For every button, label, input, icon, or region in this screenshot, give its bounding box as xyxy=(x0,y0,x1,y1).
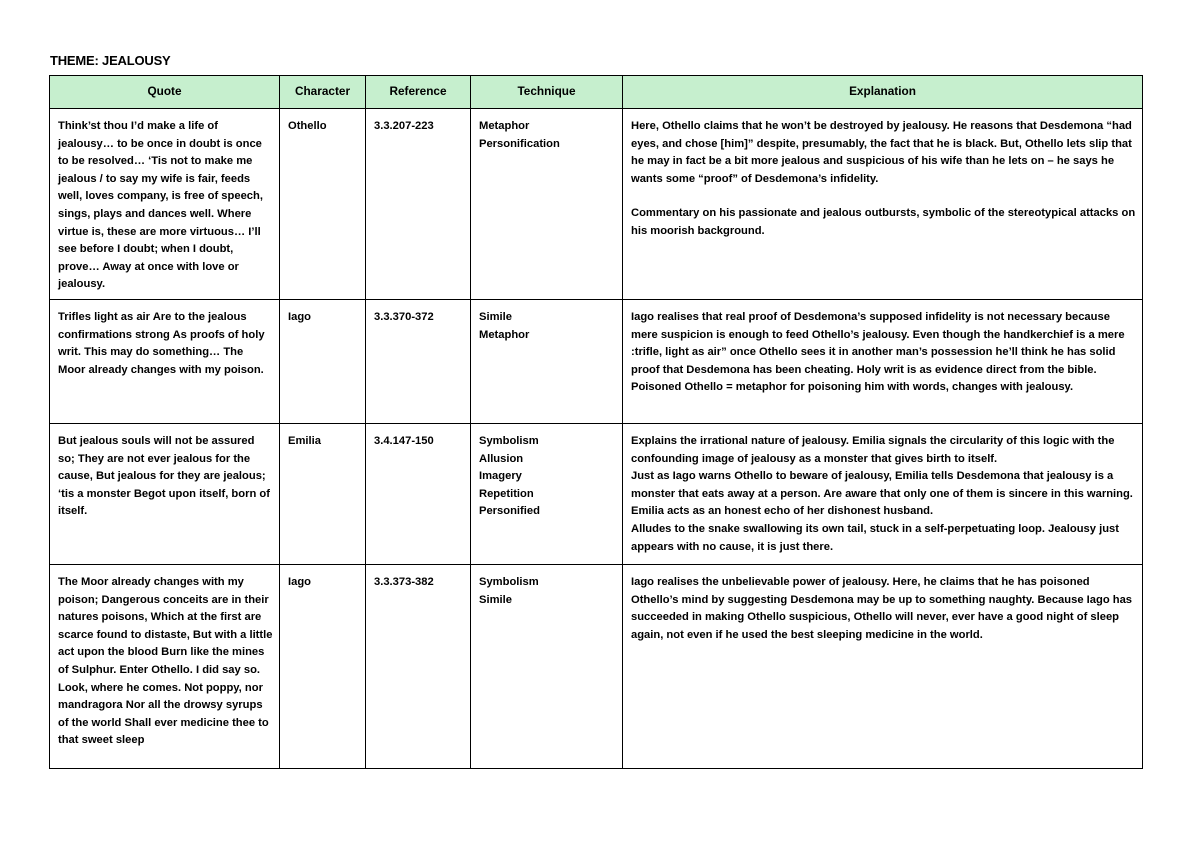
table-row xyxy=(50,109,1143,300)
explanation-paragraph: Iago realises the unbelievable power of jealousy. Here, he claims that he has poisoned Othello’s mind by suggesting Desdemona may be up to something naughty. Because Iago has succeeded in making Othello suspicious, Othello will never, ever have a good night of sleep again, not even if he used the best sleeping medicine in the world. xyxy=(631,575,1133,641)
explanation-cell xyxy=(623,423,1143,564)
reference-cell: 3.3.370-372 xyxy=(366,299,471,423)
technique-item: Metaphor xyxy=(479,328,530,341)
technique-item: Simile xyxy=(479,310,512,323)
table-row xyxy=(50,423,1143,564)
technique-item: Symbolism xyxy=(479,434,539,447)
explanation-paragraph: Here, Othello claims that he won’t be destroyed by jealousy. He reasons that Desdemona “had eyes, and chose [him]” despite, presumably, the fact that he is black. But, Othello lets slip that he may in fact be a bit more jealous and suspicious of his wife than he lets on – he says he wants some “proof” of Desdemona’s infidelity. xyxy=(631,120,1132,185)
table-row xyxy=(50,299,1143,423)
explanation-cell xyxy=(623,564,1143,768)
header-technique: Technique xyxy=(471,76,623,109)
header-reference: Reference xyxy=(366,76,471,109)
paragraph-gap xyxy=(631,188,1136,205)
page-title: THEME: JEALOUSY xyxy=(50,53,171,68)
reference-cell: 3.4.147-150 xyxy=(366,423,471,564)
technique-item: Simile xyxy=(479,593,512,606)
character-cell: Othello xyxy=(280,109,366,300)
header-explanation: Explanation xyxy=(623,76,1143,109)
reference-cell: 3.3.207-223 xyxy=(366,109,471,300)
technique-item: Imagery xyxy=(479,470,522,483)
technique-item: Symbolism xyxy=(479,575,539,588)
table-header-row xyxy=(50,76,1143,109)
quote-cell: Trifles light as air Are to the jealous confirmations strong As proofs of holy writ. This may do something… The Moor already changes with my poison. xyxy=(50,299,280,423)
quote-cell: But jealous souls will not be assured so; They are not ever jealous for the cause, But jealous for they are jealous; ‘tis a monster Begot upon itself, born of itself. xyxy=(50,423,280,564)
quote-cell: Think’st thou I’d make a life of jealousy… to be once in doubt is once to be resolved… ‘Tis not to make me jealous / to say my wife is fair, feeds well, loves company, is free of speech, sings, plays and dances well. Where virtue is, these are more virtuous… I’ll see before I doubt; when I doubt, prove… Away at once with love or jealousy. xyxy=(50,109,280,300)
explanation-cell xyxy=(623,109,1143,300)
quote-cell: The Moor already changes with my poison; Dangerous conceits are in their natures poisons, Which at the first are scarce found to distaste, But with a little act upon the blood Burn like the mines of Sulphur. Enter Othello. I did say so. Look, where he comes. Not poppy, nor mandragora Nor all the drowsy syrups of the world Shall ever medicine thee to that sweet sleep xyxy=(50,564,280,768)
technique-cell xyxy=(471,423,623,564)
reference-cell: 3.3.373-382 xyxy=(366,564,471,768)
character-cell: Emilia xyxy=(280,423,366,564)
technique-item: Personified xyxy=(479,505,540,518)
explanation-paragraph: Iago realises that real proof of Desdemona’s supposed infidelity is not necessary because mere suspicion is enough to feed Othello’s jealousy. Even though the handkerchief is a mere :trifle, light as air” once Othello sees it in another man’s possession he’ll think he has solid proof that Desdemona has been cheating. Holy writ is as evidence direct from the bible. xyxy=(631,310,1125,376)
header-quote: Quote xyxy=(50,76,280,109)
technique-cell xyxy=(471,299,623,423)
character-cell: Iago xyxy=(280,299,366,423)
explanation-paragraph: Alludes to the snake swallowing its own tail, stuck in a self-perpetuating loop. Jealousy just appears with no cause, it is just there. xyxy=(631,522,1119,553)
explanation-cell xyxy=(623,299,1143,423)
explanation-paragraph: Poisoned Othello = metaphor for poisoning him with words, changes with jealousy. xyxy=(631,381,1074,394)
technique-cell xyxy=(471,564,623,768)
technique-item: Metaphor xyxy=(479,120,530,132)
explanation-paragraph: Explains the irrational nature of jealousy. Emilia signals the circularity of this logic with the confounding image of jealousy as a monster that gives birth to itself. xyxy=(631,434,1115,465)
technique-item: Allusion xyxy=(479,452,524,465)
header-character: Character xyxy=(280,76,366,109)
explanation-paragraph: Just as Iago warns Othello to beware of jealousy, Emilia tells Desdemona that jealousy is a monster that eats away at a person. Are aware that only one of them is sincere in this warning. Emilia acts as an honest echo of her dishonest husband. xyxy=(631,470,1133,518)
technique-item: Personification xyxy=(479,137,560,150)
technique-item: Repetition xyxy=(479,487,534,500)
jealousy-table xyxy=(49,75,1143,769)
character-cell: Iago xyxy=(280,564,366,768)
technique-cell xyxy=(471,109,623,300)
table-row xyxy=(50,564,1143,768)
explanation-paragraph: Commentary on his passionate and jealous outbursts, symbolic of the stereotypical attacks on his moorish background. xyxy=(631,207,1136,237)
